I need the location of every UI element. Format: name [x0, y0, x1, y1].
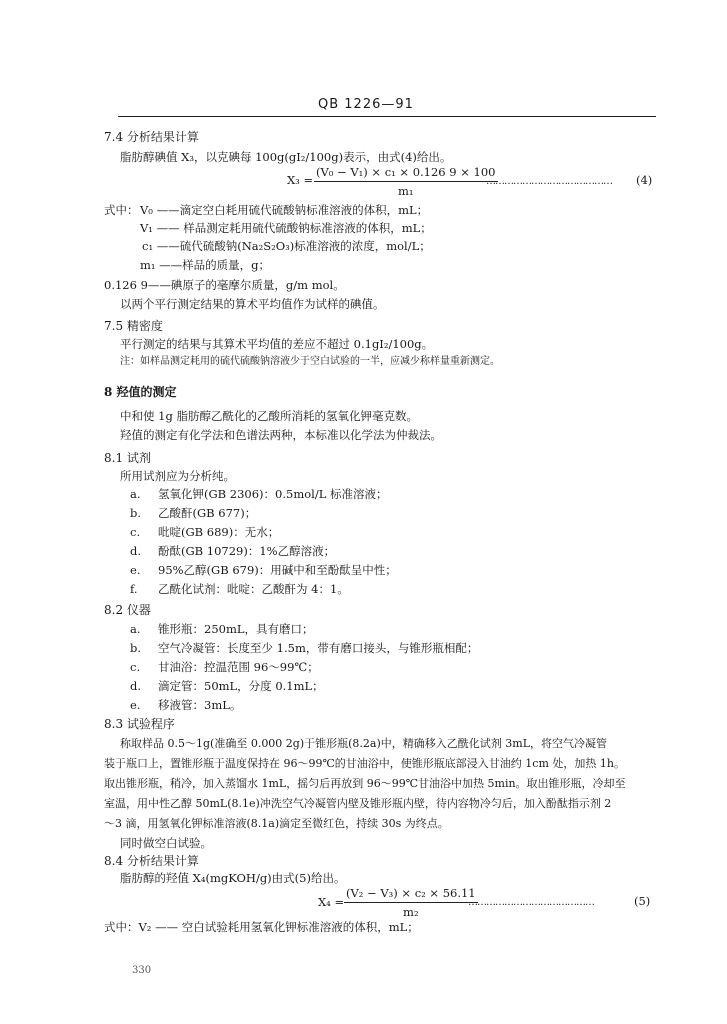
apparatus-d-text: 滴定管：50mL，分度 0.1mL；	[158, 679, 324, 693]
reagent-a-text: 氢氧化钾(GB 2306)：0.5mol/L 标准溶液；	[158, 487, 388, 501]
reagent-f-letter: f.	[130, 582, 138, 596]
reagent-c-text: 吡啶(GB 689)：无水；	[158, 525, 280, 539]
formula-5-number: (5)	[634, 894, 651, 908]
def-v2: 式中：V₂ —— 空白试验耗用氢氧化钾标准溶液的体积，mL；	[104, 920, 419, 934]
section-7-5-note: 注：如样品测定耗用的硫代硫酸钠溶液少于空白试验的一半，应减少称样量重新测定。	[120, 356, 500, 367]
formula-4-leader: ……………………………………	[486, 176, 612, 187]
section-7-4-result: 以两个平行测定结果的算术平均值作为试样的碘值。	[120, 297, 385, 311]
apparatus-e-letter: e.	[130, 698, 141, 712]
apparatus-d-letter: d.	[130, 679, 142, 693]
reagent-f-text: 乙酰化试剂：吡啶：乙酸酐为 4：1。	[158, 582, 349, 596]
formula-5-leader: ……………………………………	[468, 897, 594, 908]
procedure-line-2: 装于瓶口上，置锥形瓶于温度保持在 96～99℃的甘油浴中，使锥形瓶底部浸入甘油约 1cm 处，加热 1h。	[104, 757, 625, 770]
formula-5-fraction	[344, 886, 478, 919]
reagent-b-letter: b.	[130, 506, 142, 520]
reagent-c-letter: c.	[130, 525, 141, 539]
def-v0: V₀ ——滴定空白耗用硫代硫酸钠标准溶液的体积，mL；	[140, 203, 429, 217]
where-label: 式中：	[104, 203, 139, 217]
section-7-5-title: 7.5 精密度	[104, 319, 163, 333]
section-8-definition: 中和使 1g 脂肪醇乙酰化的乙酸所消耗的氢氧化钾毫克数。	[120, 409, 418, 423]
procedure-line-4: 室温，用中性乙醇 50mL(8.1e)冲洗空气冷凝管内壁及锥形瓶内壁，待内容物冷匀后，加入酚酞指示剂 2	[104, 797, 612, 810]
section-8-method: 羟值的测定有化学法和色谱法两种，本标准以化学法为仲裁法。	[120, 428, 442, 442]
procedure-line-3: 取出锥形瓶，稍冷，加入蒸馏水 1mL，摇匀后再放到 96～99℃甘油浴中加热 5min。取出锥形瓶，冷却至	[104, 777, 626, 790]
formula-4-numerator: (V₀ − V₁) × c₁ × 0.126 9 × 100	[314, 165, 498, 182]
standard-header: QB 1226—91	[318, 97, 414, 112]
reagent-e-text: 95%乙醇(GB 679)：用碱中和至酚酞呈中性；	[158, 563, 397, 577]
section-8-title: 8 羟值的测定	[104, 385, 177, 399]
formula-5-denominator: m₂	[403, 905, 419, 919]
section-7-4-title: 7.4 分析结果计算	[104, 130, 199, 144]
apparatus-c-text: 甘油浴：控温范围 96～99℃；	[158, 660, 319, 674]
section-8-1-title: 8.1 试剂	[104, 451, 151, 465]
formula-4-number: (4)	[636, 173, 653, 187]
section-8-3-title: 8.3 试验程序	[104, 717, 175, 731]
formula-5-numerator: (V₂ − V₃) × c₂ × 56.11	[344, 886, 478, 903]
apparatus-b-text: 空气冷凝管：长度至少 1.5m，带有磨口接头，与锥形瓶相配；	[158, 641, 479, 655]
def-c1: c₁ ——硫代硫酸钠(Na₂S₂O₃)标准溶液的浓度，mol/L；	[142, 239, 431, 253]
section-8-2-title: 8.2 仪器	[104, 603, 151, 617]
formula-5-lhs: X₄ =	[318, 895, 345, 909]
reagent-d-letter: d.	[130, 544, 142, 558]
apparatus-a-text: 锥形瓶：250mL，具有磨口；	[158, 622, 314, 636]
section-8-4-title: 8.4 分析结果计算	[104, 854, 199, 868]
reagent-b-text: 乙酸酐(GB 677)；	[158, 506, 257, 520]
apparatus-a-letter: a.	[130, 622, 141, 636]
formula-4-fraction	[314, 165, 498, 198]
apparatus-b-letter: b.	[130, 641, 142, 655]
def-constant: 0.126 9——碘原子的毫摩尔质量，g/m mol。	[104, 278, 345, 292]
reagent-a-letter: a.	[130, 487, 141, 501]
section-8-4-intro: 脂肪醇的羟值 X₄(mgKOH/g)由式(5)给出。	[120, 871, 346, 885]
reagent-d-text: 酚酞(GB 10729)：1%乙醇溶液；	[158, 544, 336, 558]
def-m1: m₁ ——样品的质量，g；	[140, 258, 271, 272]
formula-4-lhs: X₃ =	[287, 173, 314, 187]
formula-4-denominator: m₁	[397, 184, 414, 198]
procedure-line-5: ～3 滴，用氢氧化钾标准溶液(8.1a)滴定至微红色，持续 30s 为终点。	[104, 817, 449, 830]
section-7-4-intro: 脂肪醇碘值 X₃，以克碘每 100g(gI₂/100g)表示，由式(4)给出。	[120, 150, 452, 164]
apparatus-e-text: 移液管：3mL。	[158, 698, 242, 712]
reagent-e-letter: e.	[130, 563, 141, 577]
procedure-blank-test: 同时做空白试验。	[120, 836, 212, 850]
procedure-line-1: 称取样品 0.5～1g(准确至 0.000 2g)于锥形瓶(8.2a)中，精确移入乙酰化试剂 3mL，将空气冷凝管	[120, 737, 608, 750]
def-v1: V₁ —— 样品测定耗用硫代硫酸钠标准溶液的体积，mL；	[140, 221, 432, 235]
section-7-5-text: 平行测定的结果与其算术平均值的差应不超过 0.1gI₂/100g。	[120, 337, 434, 351]
page-number: 330	[132, 965, 152, 976]
apparatus-c-letter: c.	[130, 660, 141, 674]
header-rule	[118, 116, 656, 117]
section-8-1-intro: 所用试剂应为分析纯。	[120, 469, 235, 483]
